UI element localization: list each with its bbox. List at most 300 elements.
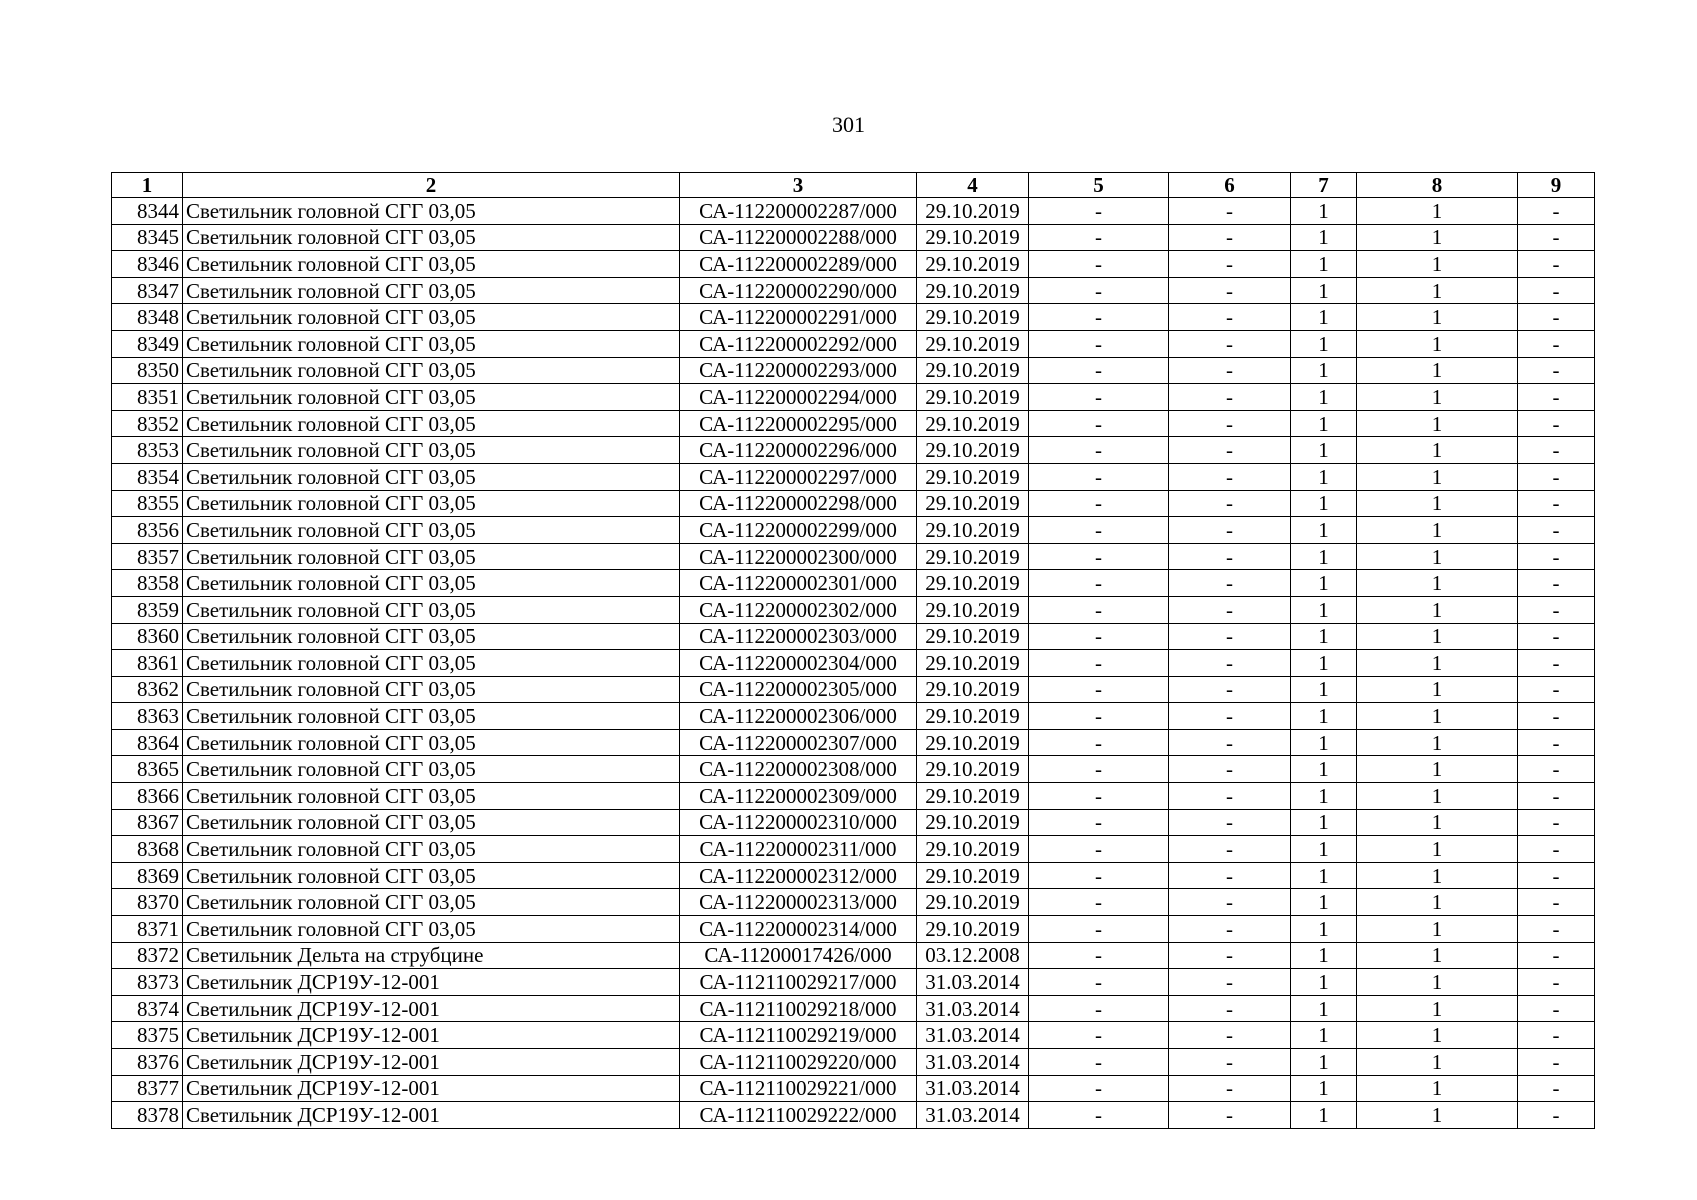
date-cell: 29.10.2019: [917, 277, 1029, 304]
table-row: [112, 1102, 1595, 1129]
date-cell: 31.03.2014: [917, 1075, 1029, 1102]
col6-cell: -: [1169, 916, 1291, 943]
col9-cell: -: [1518, 277, 1595, 304]
col8-cell: 1: [1357, 384, 1518, 411]
inventory-code-cell: СА-112200002307/000: [680, 729, 917, 756]
col7-cell: 1: [1291, 1075, 1357, 1102]
col6-cell: -: [1169, 1075, 1291, 1102]
row-number-cell: 8349: [112, 330, 183, 357]
inventory-code-cell: СА-112200002289/000: [680, 251, 917, 278]
table-row: [112, 570, 1595, 597]
col8-cell: 1: [1357, 330, 1518, 357]
col5-cell: -: [1029, 650, 1169, 677]
table-row: [112, 703, 1595, 730]
col7-cell: 1: [1291, 809, 1357, 836]
table-row: [112, 304, 1595, 331]
col8-cell: 1: [1357, 1075, 1518, 1102]
table-row: [112, 1075, 1595, 1102]
inventory-code-cell: СА-112200002309/000: [680, 783, 917, 810]
inventory-code-cell: СА-112200002305/000: [680, 676, 917, 703]
date-cell: 29.10.2019: [917, 437, 1029, 464]
table-row: [112, 410, 1595, 437]
row-number-cell: 8351: [112, 384, 183, 411]
row-number-cell: 8346: [112, 251, 183, 278]
col6-cell: -: [1169, 543, 1291, 570]
item-name-cell: Светильник ДСР19У-12-001: [183, 969, 680, 996]
row-number-cell: 8352: [112, 410, 183, 437]
col7-cell: 1: [1291, 916, 1357, 943]
table-row: [112, 596, 1595, 623]
col8-cell: 1: [1357, 676, 1518, 703]
table-row: [112, 676, 1595, 703]
row-number-cell: 8348: [112, 304, 183, 331]
date-cell: 29.10.2019: [917, 783, 1029, 810]
col6-cell: -: [1169, 596, 1291, 623]
col7-cell: 1: [1291, 1022, 1357, 1049]
col9-cell: -: [1518, 224, 1595, 251]
col8-cell: 1: [1357, 1022, 1518, 1049]
column-header: 9: [1518, 173, 1595, 198]
row-number-cell: 8367: [112, 809, 183, 836]
col5-cell: -: [1029, 384, 1169, 411]
table-row: [112, 437, 1595, 464]
col9-cell: -: [1518, 1075, 1595, 1102]
date-cell: 29.10.2019: [917, 703, 1029, 730]
column-header: 8: [1357, 173, 1518, 198]
col7-cell: 1: [1291, 251, 1357, 278]
table-row: [112, 889, 1595, 916]
col6-cell: -: [1169, 251, 1291, 278]
table-row: [112, 1022, 1595, 1049]
column-header: 5: [1029, 173, 1169, 198]
col7-cell: 1: [1291, 942, 1357, 969]
column-header: 4: [917, 173, 1029, 198]
col6-cell: -: [1169, 410, 1291, 437]
col5-cell: -: [1029, 198, 1169, 225]
inventory-code-cell: СА-112110029220/000: [680, 1049, 917, 1076]
col6-cell: -: [1169, 676, 1291, 703]
row-number-cell: 8361: [112, 650, 183, 677]
col5-cell: -: [1029, 1102, 1169, 1129]
item-name-cell: Светильник головной СГГ 03,05: [183, 916, 680, 943]
date-cell: 29.10.2019: [917, 517, 1029, 544]
col9-cell: -: [1518, 676, 1595, 703]
col9-cell: -: [1518, 1049, 1595, 1076]
col8-cell: 1: [1357, 916, 1518, 943]
page-number: 301: [832, 112, 865, 137]
col5-cell: -: [1029, 410, 1169, 437]
col8-cell: 1: [1357, 517, 1518, 544]
col6-cell: -: [1169, 463, 1291, 490]
col7-cell: 1: [1291, 330, 1357, 357]
date-cell: 31.03.2014: [917, 1022, 1029, 1049]
table-row: [112, 330, 1595, 357]
item-name-cell: Светильник ДСР19У-12-001: [183, 1102, 680, 1129]
table-row: [112, 463, 1595, 490]
table-row: [112, 783, 1595, 810]
col5-cell: -: [1029, 463, 1169, 490]
col7-cell: 1: [1291, 623, 1357, 650]
item-name-cell: Светильник головной СГГ 03,05: [183, 783, 680, 810]
col9-cell: -: [1518, 916, 1595, 943]
col6-cell: -: [1169, 703, 1291, 730]
col9-cell: -: [1518, 517, 1595, 544]
row-number-cell: 8375: [112, 1022, 183, 1049]
col8-cell: 1: [1357, 277, 1518, 304]
col8-cell: 1: [1357, 783, 1518, 810]
col6-cell: -: [1169, 969, 1291, 996]
item-name-cell: Светильник ДСР19У-12-001: [183, 1075, 680, 1102]
col9-cell: -: [1518, 543, 1595, 570]
col6-cell: -: [1169, 809, 1291, 836]
item-name-cell: Светильник головной СГГ 03,05: [183, 357, 680, 384]
table-row: [112, 862, 1595, 889]
row-number-cell: 8377: [112, 1075, 183, 1102]
col6-cell: -: [1169, 995, 1291, 1022]
inventory-code-cell: СА-112200002290/000: [680, 277, 917, 304]
item-name-cell: Светильник головной СГГ 03,05: [183, 650, 680, 677]
col5-cell: -: [1029, 916, 1169, 943]
col5-cell: -: [1029, 490, 1169, 517]
col5-cell: -: [1029, 729, 1169, 756]
date-cell: 29.10.2019: [917, 384, 1029, 411]
col9-cell: -: [1518, 1022, 1595, 1049]
col7-cell: 1: [1291, 1049, 1357, 1076]
inventory-code-cell: СА-112200002295/000: [680, 410, 917, 437]
item-name-cell: Светильник головной СГГ 03,05: [183, 437, 680, 464]
col8-cell: 1: [1357, 437, 1518, 464]
inventory-code-cell: СА-112200002292/000: [680, 330, 917, 357]
col7-cell: 1: [1291, 437, 1357, 464]
col6-cell: -: [1169, 330, 1291, 357]
date-cell: 29.10.2019: [917, 410, 1029, 437]
col6-cell: -: [1169, 224, 1291, 251]
col5-cell: -: [1029, 224, 1169, 251]
col5-cell: -: [1029, 1049, 1169, 1076]
inventory-code-cell: СА-112200002300/000: [680, 543, 917, 570]
col8-cell: 1: [1357, 570, 1518, 597]
col5-cell: -: [1029, 942, 1169, 969]
col9-cell: -: [1518, 357, 1595, 384]
col9-cell: -: [1518, 1102, 1595, 1129]
col8-cell: 1: [1357, 862, 1518, 889]
col6-cell: -: [1169, 357, 1291, 384]
col7-cell: 1: [1291, 676, 1357, 703]
row-number-cell: 8355: [112, 490, 183, 517]
item-name-cell: Светильник головной СГГ 03,05: [183, 384, 680, 411]
col5-cell: -: [1029, 995, 1169, 1022]
table-row: [112, 384, 1595, 411]
inventory-code-cell: СА-112110029222/000: [680, 1102, 917, 1129]
item-name-cell: Светильник головной СГГ 03,05: [183, 596, 680, 623]
table-row: [112, 517, 1595, 544]
table-row: [112, 942, 1595, 969]
date-cell: 29.10.2019: [917, 251, 1029, 278]
date-cell: 29.10.2019: [917, 357, 1029, 384]
col5-cell: -: [1029, 304, 1169, 331]
column-header: 6: [1169, 173, 1291, 198]
col8-cell: 1: [1357, 995, 1518, 1022]
col8-cell: 1: [1357, 1102, 1518, 1129]
col9-cell: -: [1518, 330, 1595, 357]
col9-cell: -: [1518, 703, 1595, 730]
col5-cell: -: [1029, 809, 1169, 836]
item-name-cell: Светильник головной СГГ 03,05: [183, 463, 680, 490]
date-cell: 29.10.2019: [917, 198, 1029, 225]
column-header: 2: [183, 173, 680, 198]
date-cell: 31.03.2014: [917, 1102, 1029, 1129]
inventory-code-cell: СА-112200002298/000: [680, 490, 917, 517]
item-name-cell: Светильник головной СГГ 03,05: [183, 517, 680, 544]
col6-cell: -: [1169, 517, 1291, 544]
row-number-cell: 8372: [112, 942, 183, 969]
col6-cell: -: [1169, 1049, 1291, 1076]
date-cell: 29.10.2019: [917, 543, 1029, 570]
row-number-cell: 8357: [112, 543, 183, 570]
date-cell: 31.03.2014: [917, 1049, 1029, 1076]
date-cell: 29.10.2019: [917, 224, 1029, 251]
col7-cell: 1: [1291, 570, 1357, 597]
row-number-cell: 8373: [112, 969, 183, 996]
table-row: [112, 198, 1595, 225]
col5-cell: -: [1029, 1022, 1169, 1049]
col5-cell: -: [1029, 703, 1169, 730]
col7-cell: 1: [1291, 969, 1357, 996]
table-row: [112, 836, 1595, 863]
col7-cell: 1: [1291, 357, 1357, 384]
table-row: [112, 1049, 1595, 1076]
table-row: [112, 729, 1595, 756]
col8-cell: 1: [1357, 490, 1518, 517]
col5-cell: -: [1029, 783, 1169, 810]
row-number-cell: 8371: [112, 916, 183, 943]
col5-cell: -: [1029, 862, 1169, 889]
col9-cell: -: [1518, 251, 1595, 278]
col9-cell: -: [1518, 995, 1595, 1022]
col7-cell: 1: [1291, 490, 1357, 517]
item-name-cell: Светильник головной СГГ 03,05: [183, 756, 680, 783]
col9-cell: -: [1518, 623, 1595, 650]
col5-cell: -: [1029, 330, 1169, 357]
col9-cell: -: [1518, 198, 1595, 225]
col9-cell: -: [1518, 783, 1595, 810]
col6-cell: -: [1169, 942, 1291, 969]
item-name-cell: Светильник головной СГГ 03,05: [183, 623, 680, 650]
date-cell: 31.03.2014: [917, 995, 1029, 1022]
col8-cell: 1: [1357, 703, 1518, 730]
col9-cell: -: [1518, 756, 1595, 783]
col6-cell: -: [1169, 650, 1291, 677]
col9-cell: -: [1518, 596, 1595, 623]
col5-cell: -: [1029, 969, 1169, 996]
item-name-cell: Светильник головной СГГ 03,05: [183, 676, 680, 703]
column-header: 1: [112, 173, 183, 198]
col9-cell: -: [1518, 969, 1595, 996]
col9-cell: -: [1518, 862, 1595, 889]
col7-cell: 1: [1291, 756, 1357, 783]
column-header: 7: [1291, 173, 1357, 198]
inventory-code-cell: СА-112200002302/000: [680, 596, 917, 623]
col7-cell: 1: [1291, 198, 1357, 225]
table-row: [112, 623, 1595, 650]
row-number-cell: 8376: [112, 1049, 183, 1076]
column-header: 3: [680, 173, 917, 198]
col7-cell: 1: [1291, 836, 1357, 863]
date-cell: 29.10.2019: [917, 916, 1029, 943]
col6-cell: -: [1169, 490, 1291, 517]
col9-cell: -: [1518, 889, 1595, 916]
col5-cell: -: [1029, 357, 1169, 384]
inventory-code-cell: СА-112200002313/000: [680, 889, 917, 916]
col5-cell: -: [1029, 251, 1169, 278]
inventory-code-cell: СА-112200002304/000: [680, 650, 917, 677]
col7-cell: 1: [1291, 889, 1357, 916]
date-cell: 29.10.2019: [917, 862, 1029, 889]
inventory-code-cell: СА-112200002311/000: [680, 836, 917, 863]
item-name-cell: Светильник головной СГГ 03,05: [183, 304, 680, 331]
table-row: [112, 224, 1595, 251]
inventory-code-cell: СА-112110029219/000: [680, 1022, 917, 1049]
date-cell: 29.10.2019: [917, 756, 1029, 783]
inventory-code-cell: СА-112200002308/000: [680, 756, 917, 783]
col6-cell: -: [1169, 1102, 1291, 1129]
inventory-code-cell: СА-112200002299/000: [680, 517, 917, 544]
date-cell: 03.12.2008: [917, 942, 1029, 969]
item-name-cell: Светильник головной СГГ 03,05: [183, 277, 680, 304]
row-number-cell: 8360: [112, 623, 183, 650]
item-name-cell: Светильник головной СГГ 03,05: [183, 570, 680, 597]
register-table: [111, 172, 1595, 1129]
col8-cell: 1: [1357, 942, 1518, 969]
col8-cell: 1: [1357, 889, 1518, 916]
col9-cell: -: [1518, 570, 1595, 597]
row-number-cell: 8344: [112, 198, 183, 225]
date-cell: 29.10.2019: [917, 889, 1029, 916]
col5-cell: -: [1029, 437, 1169, 464]
date-cell: 29.10.2019: [917, 490, 1029, 517]
col7-cell: 1: [1291, 543, 1357, 570]
col8-cell: 1: [1357, 756, 1518, 783]
row-number-cell: 8350: [112, 357, 183, 384]
col9-cell: -: [1518, 437, 1595, 464]
table-row: [112, 756, 1595, 783]
row-number-cell: 8374: [112, 995, 183, 1022]
table-row: [112, 995, 1595, 1022]
col9-cell: -: [1518, 809, 1595, 836]
inventory-code-cell: СА-112200002303/000: [680, 623, 917, 650]
col5-cell: -: [1029, 623, 1169, 650]
col8-cell: 1: [1357, 596, 1518, 623]
date-cell: 29.10.2019: [917, 463, 1029, 490]
col8-cell: 1: [1357, 357, 1518, 384]
table-row: [112, 357, 1595, 384]
date-cell: 29.10.2019: [917, 304, 1029, 331]
inventory-code-cell: СА-112110029218/000: [680, 995, 917, 1022]
row-number-cell: 8364: [112, 729, 183, 756]
col7-cell: 1: [1291, 384, 1357, 411]
col7-cell: 1: [1291, 410, 1357, 437]
col7-cell: 1: [1291, 703, 1357, 730]
col9-cell: -: [1518, 836, 1595, 863]
inventory-code-cell: СА-112110029221/000: [680, 1075, 917, 1102]
col9-cell: -: [1518, 942, 1595, 969]
table-row: [112, 251, 1595, 278]
col6-cell: -: [1169, 437, 1291, 464]
row-number-cell: 8353: [112, 437, 183, 464]
col8-cell: 1: [1357, 251, 1518, 278]
col7-cell: 1: [1291, 224, 1357, 251]
item-name-cell: Светильник головной СГГ 03,05: [183, 198, 680, 225]
date-cell: 29.10.2019: [917, 570, 1029, 597]
table-row: [112, 650, 1595, 677]
row-number-cell: 8378: [112, 1102, 183, 1129]
inventory-code-cell: СА-112200002297/000: [680, 463, 917, 490]
date-cell: 29.10.2019: [917, 676, 1029, 703]
inventory-code-cell: СА-112200002310/000: [680, 809, 917, 836]
date-cell: 29.10.2019: [917, 729, 1029, 756]
item-name-cell: Светильник головной СГГ 03,05: [183, 410, 680, 437]
table-header-row: [112, 173, 1595, 198]
table-row: [112, 543, 1595, 570]
inventory-code-cell: СА-112200002288/000: [680, 224, 917, 251]
date-cell: 29.10.2019: [917, 650, 1029, 677]
inventory-code-cell: СА-112200002293/000: [680, 357, 917, 384]
item-name-cell: Светильник Дельта на струбцине: [183, 942, 680, 969]
col6-cell: -: [1169, 623, 1291, 650]
col7-cell: 1: [1291, 862, 1357, 889]
date-cell: 29.10.2019: [917, 836, 1029, 863]
row-number-cell: 8368: [112, 836, 183, 863]
inventory-code-cell: СА-112200002296/000: [680, 437, 917, 464]
table-row: [112, 916, 1595, 943]
item-name-cell: Светильник ДСР19У-12-001: [183, 1022, 680, 1049]
col5-cell: -: [1029, 836, 1169, 863]
item-name-cell: Светильник головной СГГ 03,05: [183, 330, 680, 357]
col7-cell: 1: [1291, 517, 1357, 544]
col8-cell: 1: [1357, 543, 1518, 570]
col6-cell: -: [1169, 756, 1291, 783]
col5-cell: -: [1029, 543, 1169, 570]
inventory-code-cell: СА-112200002314/000: [680, 916, 917, 943]
col7-cell: 1: [1291, 783, 1357, 810]
col7-cell: 1: [1291, 463, 1357, 490]
col5-cell: -: [1029, 676, 1169, 703]
row-number-cell: 8354: [112, 463, 183, 490]
col8-cell: 1: [1357, 623, 1518, 650]
col5-cell: -: [1029, 1075, 1169, 1102]
item-name-cell: Светильник головной СГГ 03,05: [183, 490, 680, 517]
item-name-cell: Светильник головной СГГ 03,05: [183, 251, 680, 278]
item-name-cell: Светильник ДСР19У-12-001: [183, 995, 680, 1022]
inventory-code-cell: СА-112200002312/000: [680, 862, 917, 889]
table-row: [112, 809, 1595, 836]
date-cell: 29.10.2019: [917, 809, 1029, 836]
col7-cell: 1: [1291, 304, 1357, 331]
row-number-cell: 8356: [112, 517, 183, 544]
col9-cell: -: [1518, 410, 1595, 437]
col9-cell: -: [1518, 384, 1595, 411]
col9-cell: -: [1518, 650, 1595, 677]
inventory-code-cell: СА-112200002287/000: [680, 198, 917, 225]
table-row: [112, 277, 1595, 304]
row-number-cell: 8366: [112, 783, 183, 810]
row-number-cell: 8363: [112, 703, 183, 730]
row-number-cell: 8362: [112, 676, 183, 703]
col5-cell: -: [1029, 889, 1169, 916]
row-number-cell: 8358: [112, 570, 183, 597]
row-number-cell: 8345: [112, 224, 183, 251]
col7-cell: 1: [1291, 1102, 1357, 1129]
